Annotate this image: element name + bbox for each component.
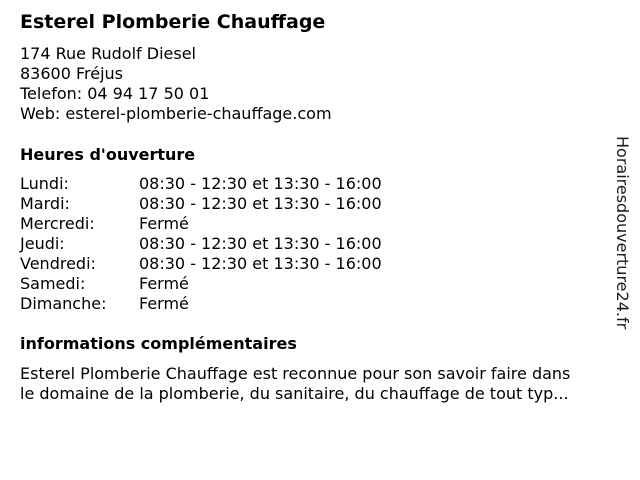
hours-row-friday: [20, 254, 620, 274]
day-label: Dimanche:: [20, 294, 107, 313]
day-hours: Fermé: [139, 294, 189, 313]
hours-row-monday: [20, 174, 620, 194]
day-hours: 08:30 - 12:30 et 13:30 - 16:00: [139, 174, 382, 193]
hours-heading: Heures d'ouverture: [20, 145, 196, 164]
site-watermark-text: Horairesdouverture24.fr: [613, 136, 632, 330]
day-label: Lundi:: [20, 174, 69, 193]
hours-row-saturday: [20, 274, 620, 294]
day-hours: 08:30 - 12:30 et 13:30 - 16:00: [139, 254, 382, 273]
address-line-1: 174 Rue Rudolf Diesel: [20, 44, 196, 63]
info-heading: informations complémentaires: [20, 334, 297, 353]
day-label: Mercredi:: [20, 214, 95, 233]
info-description-line-2: le domaine de la plomberie, du sanitaire, du chauffage de tout typ...: [20, 384, 569, 403]
day-hours: 08:30 - 12:30 et 13:30 - 16:00: [139, 234, 382, 253]
day-label: Vendredi:: [20, 254, 96, 273]
day-hours: 08:30 - 12:30 et 13:30 - 16:00: [139, 194, 382, 213]
site-watermark: [612, 136, 632, 346]
day-label: Samedi:: [20, 274, 86, 293]
hours-row-wednesday: [20, 214, 620, 234]
hours-row-tuesday: [20, 194, 620, 214]
hours-row-thursday: [20, 234, 620, 254]
hours-row-sunday: [20, 294, 620, 314]
phone-line: Telefon: 04 94 17 50 01: [20, 84, 210, 103]
day-label: Jeudi:: [20, 234, 65, 253]
day-label: Mardi:: [20, 194, 70, 213]
web-line: Web: esterel-plomberie-chauffage.com: [20, 104, 332, 123]
day-hours: Fermé: [139, 274, 189, 293]
business-title: Esterel Plomberie Chauffage: [20, 11, 326, 33]
day-hours: Fermé: [139, 214, 189, 233]
address-line-2: 83600 Fréjus: [20, 64, 124, 83]
info-description-line-1: Esterel Plomberie Chauffage est reconnue pour son savoir faire dans: [20, 364, 571, 383]
